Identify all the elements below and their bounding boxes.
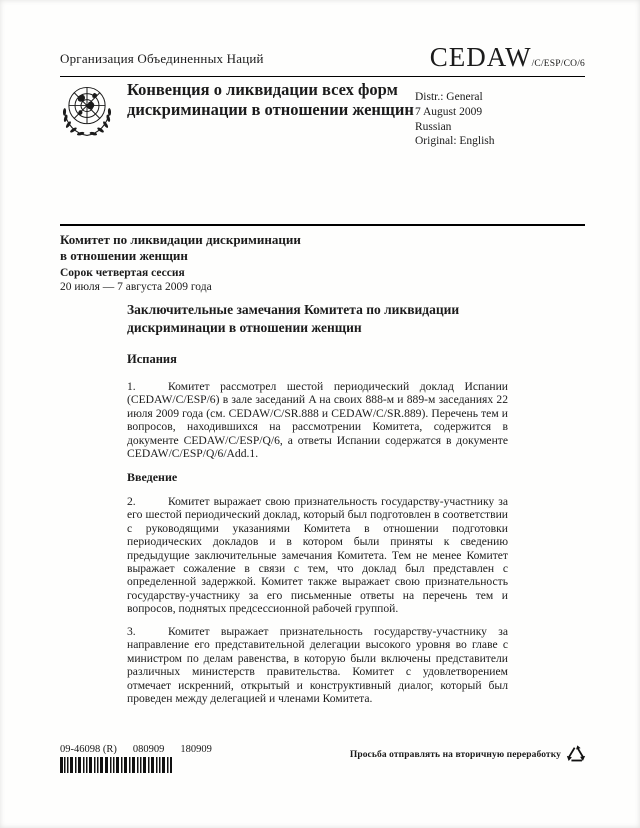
session-dates: 20 июля — 7 августа 2009 года [60, 281, 212, 293]
recycle-text: Просьба отправлять на вторичную переработку [349, 750, 561, 760]
session-block [60, 232, 301, 294]
distr-original: Original: English [415, 135, 495, 148]
doc-symbol-suffix: /C/ESP/CO/6 [531, 59, 585, 69]
header-rule [60, 76, 585, 77]
paragraph-3 [127, 625, 508, 706]
distr-line: Distr.: General [415, 91, 483, 103]
paragraph-1-text: Комитет рассмотрел шестой периодический доклад Испании (CEDAW/C/ESP/6) в зале заседаний A на своих 888-м и 889-м заседаниях 22 июля 2009 года (см. CEDAW/C/SR.888 и CEDAW/C/SR.889). Перечень тем и вопросов, находившихся на рассмотрении Комитета, содержится в документе CEDAW/C/ESP/Q/6, а ответы Испании содержатся в документе CEDAW/C/ESP/Q/6/Add.1. [127, 380, 508, 461]
paragraph-2-text: Комитет выражает свою признательность государству-участнику за его шестой периодический доклад, который был подготовлен в соответствии с руководящими указаниями Комитета в отношении подготовки периодических докладов и в котором были приняты к сведению предыдущие заключительные замечания Комитета. Тем не менее Комитет выражает сожаление в связи с тем, что доклад был представлен с определенной задержкой. Комитет также выражает свою признательность государству-участнику за его письменные ответы на перечень тем и вопросов, поднятых предсессионной рабочей группой. [127, 494, 508, 616]
main-content [127, 301, 508, 715]
doc-symbol [430, 42, 585, 73]
paragraph-3-number: 3. [127, 624, 136, 638]
paragraph-1 [127, 380, 508, 461]
footer-date-2: 180909 [180, 744, 212, 755]
doc-symbol-main: CEDAW [429, 42, 532, 72]
session-name: Сорок четвертая сессия [60, 267, 185, 279]
job-number: 09-46098 (R) [60, 744, 117, 755]
distr-language: Russian [415, 120, 452, 133]
paragraph-3-text: Комитет выражает признательность государству-участнику за направление его представительной делегации высокого уровня во главе с министром по делам равенства, в которую были включены представители различных министерств правительства. Комитет с удовлетворением отмечает искренний, открытый и конструктивный диалог, который был проведен между делегацией и членами Комитета. [127, 624, 508, 706]
committee-name-line1: Комитет по ликвидации дискриминации [60, 232, 301, 247]
country-heading: Испания [127, 352, 177, 366]
convention-title: Конвенция о ликвидации всех форм дискриминации в отношении женщин [127, 80, 414, 119]
distr-date: 7 August 2009 [415, 105, 483, 118]
paragraph-2-number: 2. [127, 494, 136, 508]
footer-date-1: 080909 [132, 744, 165, 755]
recycle-notice [350, 744, 587, 766]
org-name: Организация Объединенных Наций [60, 51, 264, 66]
paragraph-2 [127, 495, 508, 616]
distribution-block [415, 90, 495, 149]
paragraph-1-number: 1. [127, 380, 136, 393]
recycle-icon [565, 744, 587, 766]
footer-job-line [60, 744, 212, 755]
barcode [60, 757, 172, 773]
intro-heading: Введение [127, 469, 178, 484]
document-title: Заключительные замечания Комитета по ликвидации дискриминации в отношении женщин [127, 302, 460, 335]
un-emblem-icon [58, 82, 116, 140]
committee-name-line2: в отношении женщин [60, 247, 188, 263]
section-rule [60, 224, 585, 226]
